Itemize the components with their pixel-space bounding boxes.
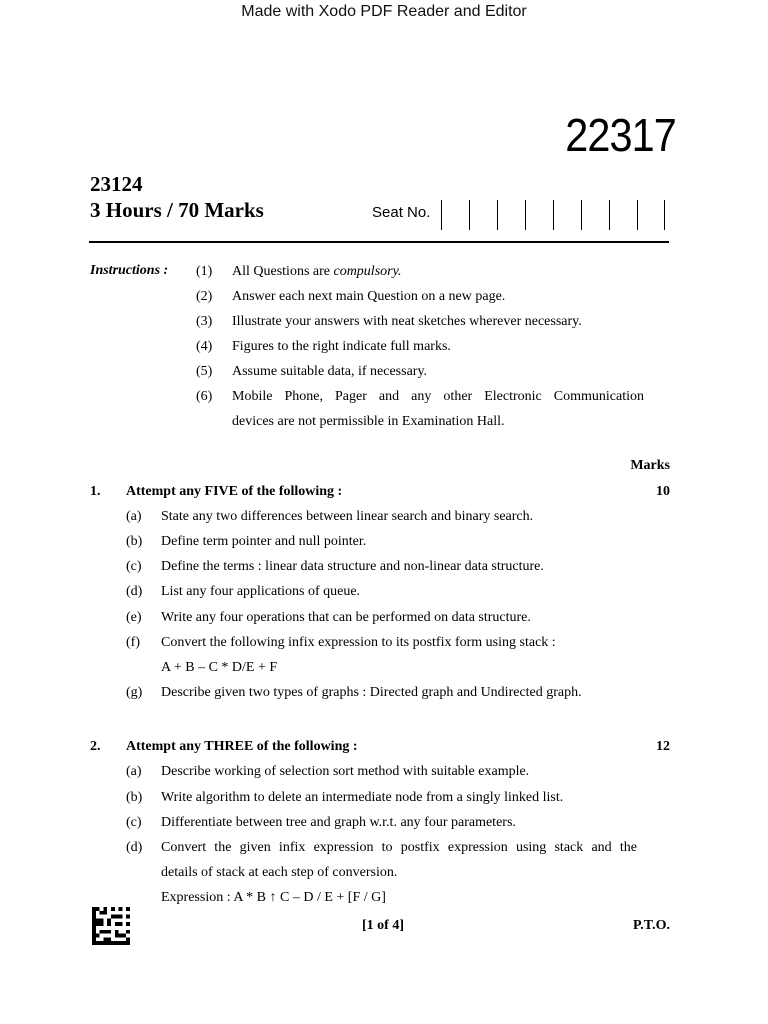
part-text: Define term pointer and null pointer. xyxy=(161,534,367,549)
part-label: (a) xyxy=(126,764,142,779)
instruction-text: All Questions are xyxy=(232,264,334,279)
seat-box xyxy=(469,200,497,230)
instruction-text: Mobile Phone, Pager and any other Electronic Communication xyxy=(232,389,644,404)
part-continuation: details of stack at each step of conversion. xyxy=(161,865,398,880)
instruction-item xyxy=(196,359,656,384)
part-text: List any four applications of queue. xyxy=(161,584,361,599)
instruction-number: (2) xyxy=(196,289,213,304)
part-text: Convert the following infix expression to its postfix form using stack : xyxy=(161,635,556,650)
question-header xyxy=(90,739,670,759)
instruction-number: (1) xyxy=(196,264,213,279)
question-part xyxy=(126,504,646,529)
seat-box xyxy=(525,200,553,230)
question-part xyxy=(126,554,646,579)
instruction-item xyxy=(196,384,656,409)
instruction-number: (3) xyxy=(196,314,213,329)
please-turn-over: P.T.O. xyxy=(633,918,670,933)
question-marks: 10 xyxy=(656,484,670,499)
seat-box xyxy=(553,200,581,230)
seat-box xyxy=(441,200,469,230)
seat-box xyxy=(497,200,525,230)
part-text: Define the terms : linear data structure and non-linear data structure. xyxy=(161,559,544,574)
question-part xyxy=(126,835,646,860)
part-text: Convert the given infix expression to postfix expression using stack and the xyxy=(161,840,637,855)
question-part xyxy=(126,680,646,705)
question-part xyxy=(126,759,646,784)
header-divider xyxy=(89,241,669,243)
part-label: (d) xyxy=(126,584,143,599)
part-label: (a) xyxy=(126,509,142,524)
question-title: Attempt any THREE of the following : xyxy=(126,739,358,754)
part-text: Describe given two types of graphs : Directed graph and Undirected graph. xyxy=(161,685,582,700)
page-number: [1 of 4] xyxy=(362,918,404,933)
part-text: Describe working of selection sort method with suitable example. xyxy=(161,764,530,779)
app-banner: Made with Xodo PDF Reader and Editor xyxy=(241,3,527,20)
instruction-item xyxy=(196,334,656,359)
question-header xyxy=(90,484,670,504)
seat-box xyxy=(581,200,609,230)
question-part xyxy=(126,630,646,655)
part-text: State any two differences between linear search and binary search. xyxy=(161,509,534,524)
part-label: (e) xyxy=(126,610,142,625)
instruction-text: Figures to the right indicate full marks. xyxy=(232,339,451,354)
question-part xyxy=(126,579,646,604)
question-part xyxy=(126,810,646,835)
part-label: (c) xyxy=(126,815,142,830)
part-label: (d) xyxy=(126,840,143,855)
part-label: (g) xyxy=(126,685,143,700)
instruction-text: Illustrate your answers with neat sketches wherever necessary. xyxy=(232,314,582,329)
instruction-text: Assume suitable data, if necessary. xyxy=(232,364,428,379)
seat-box xyxy=(637,200,665,230)
seat-number-label: Seat No. xyxy=(372,204,431,221)
seat-number-boxes xyxy=(441,200,665,230)
part-label: (f) xyxy=(126,635,140,650)
question-part xyxy=(126,529,646,554)
part-text: Differentiate between tree and graph w.r.t. any four parameters. xyxy=(161,815,516,830)
duration-marks: 3 Hours / 70 Marks xyxy=(90,198,264,222)
question-part xyxy=(126,785,646,810)
instruction-text: Answer each next main Question on a new page. xyxy=(232,289,506,304)
instruction-number: (4) xyxy=(196,339,213,354)
exam-code: 23124 xyxy=(90,172,143,196)
part-label: (c) xyxy=(126,559,142,574)
paper-code: 22317 xyxy=(565,109,676,161)
conversion-expression: Expression : A * B ↑ C – D / E + [F / G] xyxy=(161,890,386,905)
part-text: Write algorithm to delete an intermediate node from a singly linked list. xyxy=(161,790,564,805)
instruction-item xyxy=(196,259,656,284)
question-marks: 12 xyxy=(656,739,670,754)
instruction-continuation xyxy=(196,409,656,434)
infix-expression: A + B – C * D/E + F xyxy=(161,660,278,675)
instruction-item xyxy=(196,284,656,309)
instruction-text: devices are not permissible in Examination Hall. xyxy=(232,414,505,429)
instruction-number: (6) xyxy=(196,389,213,404)
part-label: (b) xyxy=(126,790,143,805)
instruction-emphasis: compulsory. xyxy=(333,264,402,279)
question-number: 1. xyxy=(90,484,101,499)
question-number: 2. xyxy=(90,739,101,754)
datamatrix-barcode-icon xyxy=(92,907,130,945)
instruction-item xyxy=(196,309,656,334)
instructions-label: Instructions : xyxy=(90,263,169,278)
question-title: Attempt any FIVE of the following : xyxy=(126,484,343,499)
seat-box xyxy=(609,200,637,230)
instruction-number: (5) xyxy=(196,364,213,379)
part-text: Write any four operations that can be performed on data structure. xyxy=(161,610,531,625)
part-label: (b) xyxy=(126,534,143,549)
question-part xyxy=(126,605,646,630)
marks-heading: Marks xyxy=(630,458,670,473)
